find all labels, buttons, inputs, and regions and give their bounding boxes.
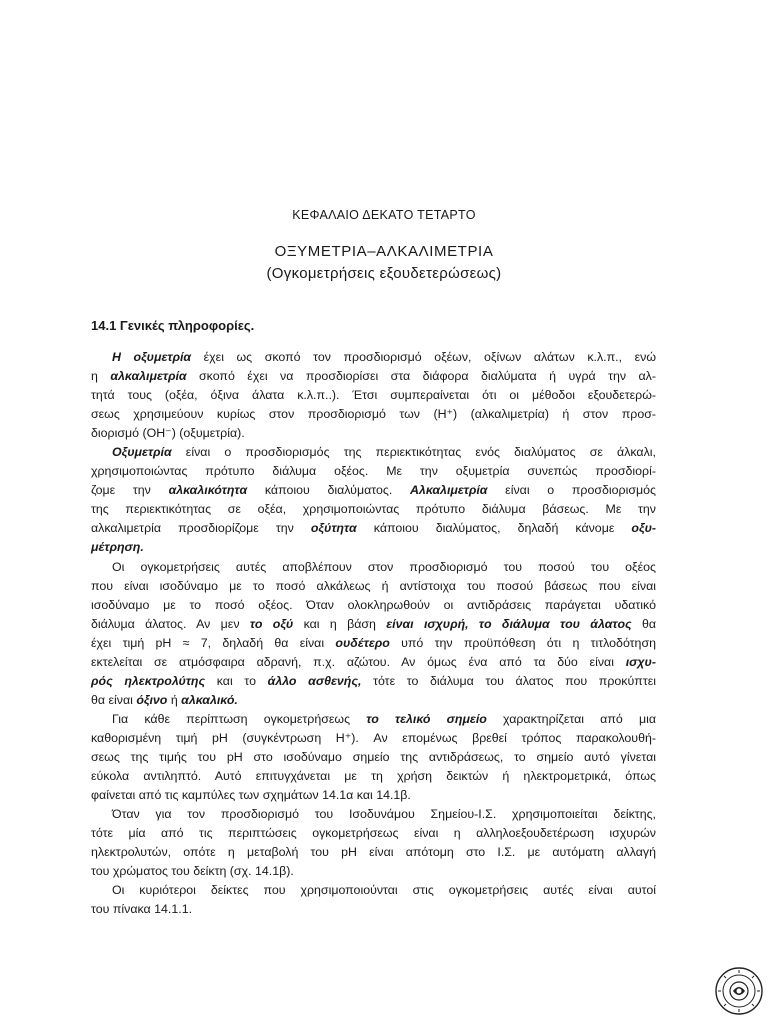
emphasized-term: άλλο ασθενής, (267, 673, 362, 688)
text-segment: της περιεκτικότητας σε οξέα, χρησιμοποιώντας πρότυπο διάλυμα βάσεως. Με την (91, 502, 656, 517)
text-segment: εύκολα αντιληπτό. Αυτό επιτυγχάνεται με τη χρήση δεικτών ή ηλεκτρομετρικά, όπως (91, 769, 656, 784)
text-line (91, 824, 656, 843)
emphasized-term: το οξύ (249, 616, 294, 631)
text-line (91, 881, 656, 900)
text-segment: έχει τιμή pH ≈ 7, δηλαδή θα είναι (91, 635, 336, 650)
text-segment: Οι κυριότεροι δείκτες που χρησιμοποιούνται στις ογκομετρήσεις αυτές είναι αυτοί (112, 883, 656, 898)
institution-seal-icon (714, 966, 764, 1016)
text-segment: υπό την προϋπόθεση ότι η τιτλοδότηση (389, 635, 656, 650)
emphasized-term: το τελικό σημείο (366, 711, 487, 726)
text-segment: διάλυμα άλατος. Αν μεν (91, 616, 250, 631)
text-segment: φαίνεται από τις καμπύλες των σχημάτων 14.1α και 14.1β. (91, 788, 411, 803)
text-line (91, 634, 656, 653)
text-segment: σεως της τιμής του pH στο ισοδύναμο σημείο της αντιδράσεως, το σημείο αυτό γίνεται (91, 749, 656, 764)
text-segment: έχει ως σκοπό τον προσδιορισμό οξέων, οξίνων αλάτων κ.λ.π., ενώ (191, 350, 656, 364)
text-segment: είναι ο προσδιορισμός της περιεκτικότητας ενός διαλύματος σε άλκαλι, (171, 445, 656, 460)
text-segment: ηλεκτρολυτών, οπότε η μεταβολή του pH είναι απότομη στο Ι.Σ. με αυτόματη αλλαγή (91, 845, 656, 860)
text-line (91, 577, 656, 596)
body-text (91, 348, 656, 919)
emphasized-term: αλκαλιμετρία (110, 369, 187, 384)
text-segment: κάποιου διαλύματος. (247, 483, 410, 498)
text-line (91, 710, 656, 729)
text-line (91, 786, 656, 805)
text-line (91, 443, 656, 462)
emphasized-term: ουδέτερο (335, 635, 390, 650)
text-segment: Όταν για τον προσδιορισμό του Ισοδυνάμου Σημείου-Ι.Σ. χρησιμοποιείται δείκτης, (112, 807, 656, 822)
text-line (91, 596, 656, 615)
text-segment: και η βάση (293, 616, 387, 631)
text-segment: του χρώματος του δείκτη (σχ. 14.1β). (91, 864, 294, 879)
emphasized-term: Οξυμετρία (112, 445, 172, 460)
text-segment: θα (631, 616, 656, 631)
text-segment: ζομε την (91, 483, 169, 498)
chapter-label: ΚΕΦΑΛΑΙΟ ΔΕΚΑΤΟ ΤΕΤΑΡΤΟ (292, 208, 476, 222)
section-heading: 14.1 Γενικές πληροφορίες. (91, 318, 255, 333)
text-segment: καθορισμένη τιμή pH (συγκέντρωση H⁺). Αν επομένως βρεθεί τρόπος παρακολουθή- (91, 730, 656, 745)
text-line (91, 462, 656, 481)
emphasized-term: Η οξυμετρία (112, 350, 192, 364)
text-segment: κάποιου διαλύματος, δηλαδή κάνομε (356, 521, 632, 536)
text-segment: Οι ογκομετρήσεις αυτές αποβλέπουν στον προσδιορισμό του ποσού του οξέος (112, 559, 656, 574)
text-segment: σκοπό έχει να προσδιορίσει στα διάφορα διαλύματα ή υγρά την αλ- (186, 369, 656, 384)
text-segment: Για κάθε περίπτωση ογκομετρήσεως (112, 711, 367, 726)
text-segment: διορισμό (OH⁻) (οξυμετρία). (91, 426, 245, 441)
emphasized-term: αλκαλικό. (181, 692, 238, 707)
emphasized-term: αλκαλικότητα (168, 483, 248, 498)
text-segment: θα είναι (91, 692, 137, 707)
emphasized-term: είναι ισχυρή, το διάλυμα του άλατος (386, 616, 632, 631)
text-segment: χαρακτηρίζεται από μια (486, 711, 656, 726)
text-line (91, 672, 656, 691)
text-segment: και το (205, 673, 268, 688)
text-line (91, 424, 656, 443)
text-segment: σεως χρησιμεύουν κυρίως στον προσδιορισμό των (H⁺) (αλκαλιμετρία) ή στον προσ- (91, 407, 656, 422)
text-line (91, 767, 656, 786)
text-line (91, 748, 656, 767)
text-line (91, 558, 656, 577)
text-segment: τότε το διάλυμα του άλατος που προκύπτει (361, 673, 656, 688)
text-segment: ισοδύναμο με το ποσό οξέος. Όταν ολοκληρωθούν οι αντιδράσεις παράγεται υδατικό (91, 597, 656, 612)
chapter-subtitle: (Ογκομετρήσεις εξουδετερώσεως) (266, 265, 502, 282)
text-line (91, 691, 656, 710)
text-line (91, 615, 656, 634)
text-segment: ή (167, 692, 182, 707)
text-line (91, 405, 656, 424)
emphasized-term: οξύτητα (310, 521, 357, 536)
emphasized-term: οξυ- (631, 521, 657, 536)
text-line (91, 500, 656, 519)
text-line (91, 367, 656, 386)
emphasized-term: Αλκαλιμετρία (409, 483, 488, 498)
emphasized-term: ρός ηλεκτρολύτης (91, 673, 206, 688)
text-line (91, 805, 656, 824)
text-segment: είναι ο προσδιορισμός (487, 483, 656, 498)
text-line (91, 729, 656, 748)
chapter-title: ΟΞΥΜΕΤΡΙΑ–ΑΛΚΑΛΙΜΕΤΡΙΑ (274, 243, 494, 260)
text-segment: τότε μία από τις περιπτώσεις ογκομετρήσεως είναι η αλληλοεξουδετέρωση ισχυρών (91, 826, 656, 841)
text-line (91, 862, 656, 881)
text-segment: χρησιμοποιώντας πρότυπο διάλυμα οξέος. Με την οξυμετρία συνεπώς προσδιορί- (91, 464, 656, 479)
text-line (91, 348, 656, 367)
emphasized-term: ισχυ- (625, 654, 656, 669)
text-line (91, 519, 656, 538)
text-segment: εκτελείται σε ατμόσφαιρα αδρανή, π.χ. αζώτου. Αν όμως ένα από τα δύο είναι (91, 654, 626, 669)
emphasized-term: μέτρηση. (91, 540, 144, 555)
text-segment: που είναι ισοδύναμο με το ποσό αλκάλεως ή αντίστοιχα του ποσού βάσεως που είναι (91, 578, 656, 593)
text-line (91, 653, 656, 672)
text-line (91, 386, 656, 405)
text-line (91, 538, 656, 557)
text-line (91, 843, 656, 862)
emphasized-term: όξινο (136, 692, 168, 707)
text-line (91, 900, 656, 919)
text-segment: τητά τους (οξέα, όξινα άλατα κ.λ.π..). Έτσι συμπεραίνεται ότι οι μέθοδοι εξουδετερώ- (91, 388, 656, 403)
text-segment: αλκαλιμετρία προσδιορίζομε την (91, 521, 311, 536)
text-segment: του πίνακα 14.1.1. (91, 902, 193, 917)
text-line (91, 481, 656, 500)
text-segment: η (91, 369, 111, 384)
